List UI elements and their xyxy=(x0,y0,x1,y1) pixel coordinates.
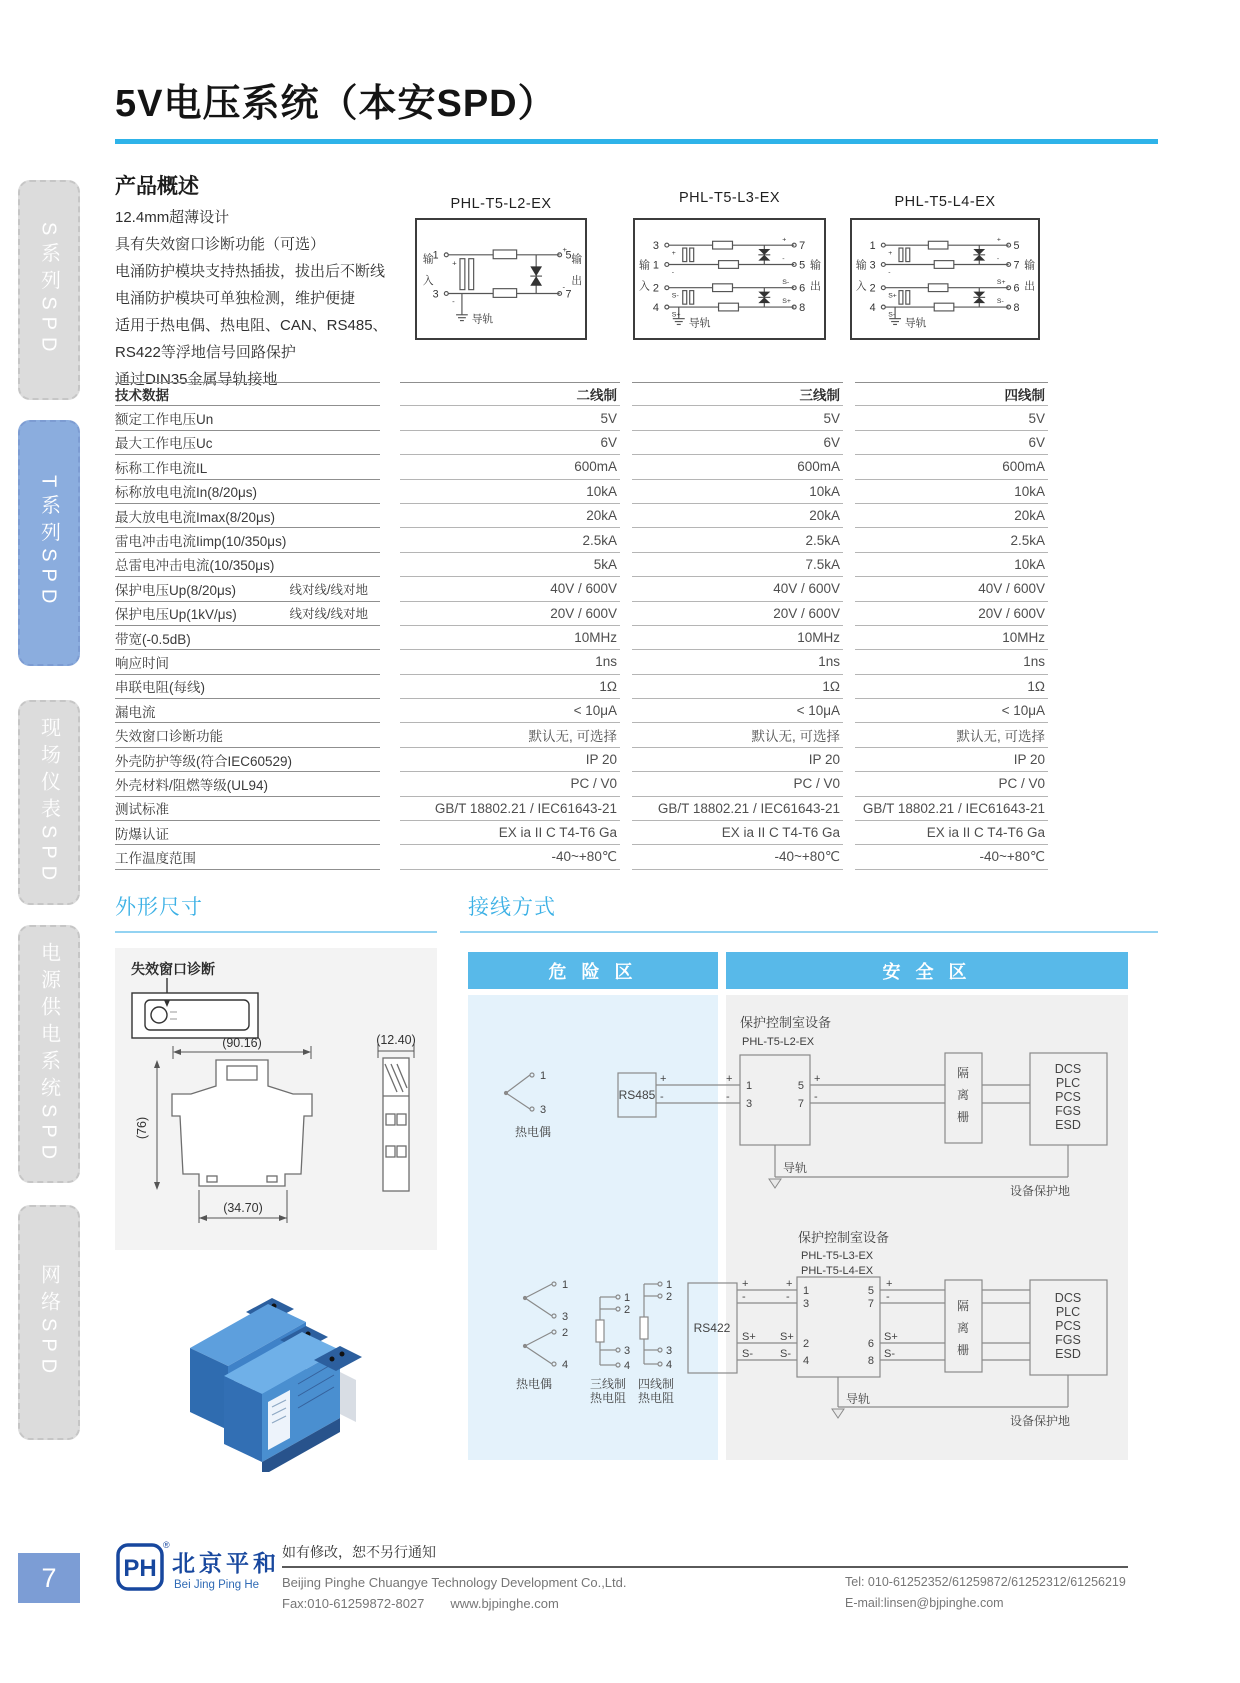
table-row xyxy=(115,577,1048,601)
terminal-num: 2 xyxy=(652,282,659,295)
spec-value: 6V xyxy=(400,431,620,455)
sidebar-item-label: 网络SPD xyxy=(37,1264,60,1381)
terminal-num: 7 xyxy=(565,288,572,301)
spec-label: 雷电冲击电流Iimp(10/350μs) xyxy=(115,534,287,550)
sign: + xyxy=(742,1278,749,1290)
spec-value: -40~+80℃ xyxy=(855,845,1048,869)
wiring-diagrams xyxy=(468,995,1128,1460)
table-row xyxy=(115,699,1048,723)
terminal-num: 2 xyxy=(869,282,876,295)
terminal-sign: - xyxy=(671,269,675,277)
sign: S+ xyxy=(742,1331,756,1343)
terminal-sign: - xyxy=(888,269,891,277)
sign: + xyxy=(886,1278,893,1290)
control-room-label: 保护控制室设备 xyxy=(740,1015,832,1030)
fax-website-line xyxy=(282,1596,585,1611)
terminal-sign: S+ xyxy=(671,311,681,319)
spd-terminal: 2 xyxy=(803,1338,810,1350)
dcs-line: ESD xyxy=(1055,1347,1081,1361)
spec-value: 10kA xyxy=(632,480,843,504)
sensor-terminal: 1 xyxy=(666,1279,673,1291)
table-row xyxy=(115,553,1048,577)
rtd3-label-2: 热电阻 xyxy=(589,1391,627,1405)
out-label-top: 输 xyxy=(571,253,583,266)
sensor-terminal: 3 xyxy=(540,1104,547,1116)
sign: + xyxy=(786,1278,793,1290)
rail-label: 导轨 xyxy=(471,313,494,326)
terminal-num: 7 xyxy=(1013,259,1020,272)
sensor-terminal: 1 xyxy=(540,1070,547,1082)
terminal-num: 4 xyxy=(869,301,876,314)
dcs-line: DCS xyxy=(1054,1291,1082,1305)
sensor-terminal: 2 xyxy=(562,1327,569,1339)
dimension-drawing-panel xyxy=(115,948,437,1250)
barrier-char: 隔 xyxy=(956,1066,970,1080)
spec-value: 10kA xyxy=(855,480,1048,504)
sign: S+ xyxy=(884,1331,898,1343)
dcs-line: FGS xyxy=(1055,1104,1081,1118)
dcs-line: FGS xyxy=(1055,1333,1081,1347)
rs422-label: RS422 xyxy=(693,1321,731,1335)
dim-width-label: (90.16) xyxy=(222,1036,262,1050)
spec-value: < 10μA xyxy=(400,699,620,723)
spd-terminal: 3 xyxy=(803,1298,810,1310)
logo-monogram: PH xyxy=(123,1555,157,1582)
table-row xyxy=(115,528,1048,552)
title-underline xyxy=(115,139,1158,144)
fax-number: Fax:010-61259872-8027 xyxy=(282,1596,425,1611)
spec-label: 外壳材料/阻燃等级(UL94) xyxy=(115,777,269,793)
dim-height-label: (76) xyxy=(135,1116,149,1140)
terminal-sign: S- xyxy=(782,278,790,286)
company-logo-cn: 北京平和 xyxy=(172,1551,280,1576)
page-number: 7 xyxy=(18,1553,80,1603)
table-row xyxy=(115,431,1048,455)
spec-label: 漏电流 xyxy=(115,704,156,720)
spd-terminal: 5 xyxy=(797,1080,804,1092)
table-row xyxy=(115,406,1048,430)
sidebar-item-field-instrument-spd[interactable] xyxy=(18,700,80,905)
dimensions-heading: 外形尺寸 xyxy=(115,896,203,919)
spec-label: 最大工作电压Uc xyxy=(115,436,213,452)
barrier-char: 离 xyxy=(956,1321,970,1335)
terminal-sign: S+ xyxy=(782,298,791,306)
sidebar-item-label: S系列SPD xyxy=(37,221,60,359)
terminal-num: 8 xyxy=(1013,301,1020,314)
barrier-char: 离 xyxy=(956,1088,970,1102)
table-row xyxy=(115,504,1048,528)
table-row xyxy=(115,675,1048,699)
terminal-num: 7 xyxy=(799,240,806,252)
in-label-bottom: 入 xyxy=(638,280,650,293)
spec-value: 1Ω xyxy=(400,675,620,699)
spec-value: IP 20 xyxy=(632,748,843,772)
terminal-sign: + xyxy=(452,258,457,268)
terminal-num: 6 xyxy=(799,282,806,295)
sensor-terminal: 1 xyxy=(624,1292,631,1304)
spec-value: 10MHz xyxy=(855,626,1048,650)
spec-label: 响应时间 xyxy=(115,655,169,671)
spec-value: 1ns xyxy=(400,650,620,674)
spec-value: 20kA xyxy=(855,504,1048,528)
spec-value: 10MHz xyxy=(632,626,843,650)
sign: - xyxy=(886,1291,890,1303)
col-header-4wire: 四线制 xyxy=(855,382,1048,406)
table-header-row xyxy=(115,382,1048,406)
spd-terminal: 1 xyxy=(746,1080,753,1092)
terminal-num: 1 xyxy=(869,240,876,252)
spec-value: GB/T 18802.21 / IEC61643-21 xyxy=(855,797,1048,821)
thermocouple-label: 热电偶 xyxy=(515,1125,552,1139)
sign: S+ xyxy=(780,1331,794,1343)
barrier-char: 栅 xyxy=(956,1343,970,1357)
spec-value: -40~+80℃ xyxy=(632,845,843,869)
spec-value: 40V / 600V xyxy=(400,577,620,601)
spec-value: 1Ω xyxy=(855,675,1048,699)
table-row xyxy=(115,748,1048,772)
col-header-2wire: 二线制 xyxy=(400,382,620,406)
feature-item: RS422等浮地信号回路保护 xyxy=(115,344,296,361)
spec-label: 带宽(-0.5dB) xyxy=(115,631,191,647)
spec-value: GB/T 18802.21 / IEC61643-21 xyxy=(400,797,620,821)
sign: + xyxy=(660,1073,667,1085)
spec-value: 2.5kA xyxy=(400,528,620,552)
terminal-num: 5 xyxy=(799,259,806,272)
spec-value: EX ia II C T4-T6 Ga xyxy=(632,821,843,845)
spd-terminal: 6 xyxy=(867,1338,874,1350)
model-label: PHL-T5-L4-EX xyxy=(801,1265,874,1277)
spec-value: EX ia II C T4-T6 Ga xyxy=(855,821,1048,845)
feature-list xyxy=(115,204,388,393)
sensor-terminal: 3 xyxy=(666,1345,673,1357)
rail-label: 导轨 xyxy=(904,317,927,330)
email-address: E-mail:linsen@bjpinghe.com xyxy=(845,1596,1004,1610)
spec-label: 外壳防护等级(符合IEC60529) xyxy=(115,753,293,769)
revision-note: 如有修改，恕不另行通知 xyxy=(282,1544,436,1560)
spec-value: IP 20 xyxy=(855,748,1048,772)
in-label-top: 输 xyxy=(855,259,867,272)
model-label: PHL-T5-L2-EX xyxy=(742,1036,815,1048)
thermocouple-label: 热电偶 xyxy=(515,1377,553,1391)
sidebar-item-t-series-spd[interactable] xyxy=(18,420,80,666)
spec-value: 1ns xyxy=(632,650,843,674)
model-label: PHL-T5-L3-EX xyxy=(801,1250,874,1262)
out-label-bottom: 出 xyxy=(571,274,583,287)
sensor-terminal: 3 xyxy=(624,1345,631,1357)
feature-item: 具有失效窗口诊断功能（可选） xyxy=(115,236,326,253)
sign: - xyxy=(742,1291,746,1303)
spec-label: 保护电压Up(1kV/μs) xyxy=(115,607,237,623)
dim-bottom-width-label: (34.70) xyxy=(223,1201,263,1215)
spec-table-title: 技术数据 xyxy=(115,388,169,404)
spec-label: 防爆认证 xyxy=(115,826,169,842)
terminal-sign: - xyxy=(452,297,455,307)
spec-value: 600mA xyxy=(855,455,1048,479)
table-row xyxy=(115,845,1048,869)
dimensions-underline xyxy=(115,931,437,933)
table-row xyxy=(115,821,1048,845)
terminal-num: 5 xyxy=(1013,240,1020,252)
col-header-3wire: 三线制 xyxy=(632,382,843,406)
spec-value: 5V xyxy=(632,406,843,430)
terminal-sign: S- xyxy=(888,311,896,319)
terminal-sign: - xyxy=(562,282,566,292)
dcs-line: ESD xyxy=(1055,1118,1081,1132)
table-row xyxy=(115,772,1048,796)
spec-value: 默认无, 可选择 xyxy=(632,723,843,747)
dcs-line: PCS xyxy=(1055,1090,1081,1104)
table-row xyxy=(115,602,1048,626)
rail-label: 导轨 xyxy=(688,317,711,330)
feature-item: 电涌防护模块支持热插拔，拔出后不断线 xyxy=(115,263,386,280)
feature-item: 电涌防护模块可单独检测，维护便捷 xyxy=(115,290,356,307)
terminal-num: 1 xyxy=(652,259,659,272)
page-title: 5V电压系统（本安SPD） xyxy=(115,83,557,125)
terminal-sign: + xyxy=(996,236,1001,244)
spec-label: 串联电阻(每线) xyxy=(115,680,205,696)
barrier-char: 隔 xyxy=(956,1299,970,1313)
sign: - xyxy=(786,1291,790,1303)
terminal-num: 4 xyxy=(652,302,659,314)
rail-label: 导轨 xyxy=(783,1161,808,1175)
spec-value: 6V xyxy=(855,431,1048,455)
spec-value: 40V / 600V xyxy=(632,577,843,601)
spec-value: -40~+80℃ xyxy=(400,845,620,869)
sensor-terminal: 4 xyxy=(562,1359,569,1371)
feature-item: 适用于热电偶、热电阻、CAN、RS485、 xyxy=(115,317,388,334)
wiring-underline xyxy=(460,931,1158,933)
spec-value: 10kA xyxy=(400,480,620,504)
spec-value: EX ia II C T4-T6 Ga xyxy=(400,821,620,845)
spec-label: 工作温度范围 xyxy=(115,851,196,867)
rtd4-label-2: 热电阻 xyxy=(637,1391,675,1405)
spec-value: GB/T 18802.21 / IEC61643-21 xyxy=(632,797,843,821)
dim-depth-label: (12.40) xyxy=(376,1033,416,1047)
terminal-num: 5 xyxy=(565,249,572,262)
terminal-sign: + xyxy=(888,249,893,257)
sign: - xyxy=(726,1091,730,1103)
company-name: Beijing Pinghe Chuangye Technology Development Co.,Ltd. xyxy=(282,1575,627,1590)
spec-value: 默认无, 可选择 xyxy=(855,723,1048,747)
zone-hazard-header: 危 险 区 xyxy=(468,952,718,989)
table-row xyxy=(115,650,1048,674)
spec-table xyxy=(115,382,1048,870)
spec-label: 保护电压Up(8/20μs) xyxy=(115,582,237,598)
spec-label: 总雷电冲击电流(10/350μs) xyxy=(115,558,275,574)
sensor-terminal: 2 xyxy=(624,1304,631,1316)
out-label-top: 输 xyxy=(1024,259,1036,272)
terminal-sign: S+ xyxy=(888,292,897,300)
spec-label: 最大放电电流Imax(8/20μs) xyxy=(115,509,276,525)
spec-value: 600mA xyxy=(400,455,620,479)
spec-value: 1ns xyxy=(855,650,1048,674)
sidebar-item-network-spd[interactable] xyxy=(18,1205,80,1440)
spec-value: 20V / 600V xyxy=(855,602,1048,626)
sign: S- xyxy=(884,1348,895,1360)
table-row xyxy=(115,455,1048,479)
sidebar-item-label: T系列SPD xyxy=(37,475,60,611)
control-room-label: 保护控制室设备 xyxy=(798,1230,890,1245)
dcs-line: DCS xyxy=(1054,1062,1082,1076)
footer-divider xyxy=(282,1566,1128,1568)
out-label-bottom: 出 xyxy=(810,280,822,293)
spec-value: 7.5kA xyxy=(632,553,843,577)
sidebar-item-label: 电源供电系统SPD xyxy=(37,941,60,1167)
spd-terminal: 3 xyxy=(746,1098,753,1110)
company-logo-en: Bei Jing Ping He xyxy=(174,1579,260,1591)
circuit-title-l2: PHL-T5-L2-EX xyxy=(450,196,552,212)
zone-safe-header: 安 全 区 xyxy=(726,952,1128,989)
terminal-num: 3 xyxy=(652,240,659,252)
spec-value: < 10μA xyxy=(632,699,843,723)
spec-value: 默认无, 可选择 xyxy=(400,723,620,747)
table-row xyxy=(115,723,1048,747)
sensor-terminal: 3 xyxy=(562,1311,569,1323)
spec-value: 2.5kA xyxy=(855,528,1048,552)
circuit-diagram-l4 xyxy=(850,218,1040,340)
terminal-num: 8 xyxy=(799,302,806,314)
terminal-sign: + xyxy=(671,249,676,257)
spec-label: 额定工作电压Un xyxy=(115,412,214,428)
tel-numbers: Tel: 010-61252352/61259872/61252312/61256219 xyxy=(845,1575,1126,1589)
terminal-num: 3 xyxy=(869,259,876,272)
spec-value: 5V xyxy=(855,406,1048,430)
table-row xyxy=(115,626,1048,650)
dcs-line: PLC xyxy=(1055,1076,1081,1090)
spec-value: 6V xyxy=(632,431,843,455)
table-row xyxy=(115,797,1048,821)
spec-value: 10MHz xyxy=(400,626,620,650)
in-label-bottom: 入 xyxy=(422,274,434,287)
spec-value: PC / V0 xyxy=(855,772,1048,796)
in-label-top: 输 xyxy=(422,253,434,266)
terminal-num: 6 xyxy=(1013,282,1020,295)
terminal-sign: S- xyxy=(996,298,1004,306)
spd-terminal: 7 xyxy=(867,1298,874,1310)
dcs-line: PCS xyxy=(1055,1319,1081,1333)
sidebar-item-label: 现场仪表SPD xyxy=(37,717,60,888)
terminal-sign: - xyxy=(782,255,785,263)
terminal-num: 1 xyxy=(432,249,439,262)
circuit-title-l4: PHL-T5-L4-EX xyxy=(894,194,996,210)
spec-value: 20kA xyxy=(632,504,843,528)
product-photo xyxy=(150,1262,430,1472)
spec-value: < 10μA xyxy=(855,699,1048,723)
spec-value: 600mA xyxy=(632,455,843,479)
feature-item: 通过DIN35金属导轨接地 xyxy=(115,371,278,388)
spec-sublabel: 线对线/线对地 xyxy=(289,582,368,597)
sign: S- xyxy=(742,1348,753,1360)
sign: S- xyxy=(780,1348,791,1360)
spec-value: 40V / 600V xyxy=(855,577,1048,601)
spec-value: PC / V0 xyxy=(400,772,620,796)
spec-value: 5V xyxy=(400,406,620,430)
spec-label: 失效窗口诊断功能 xyxy=(115,729,223,745)
overview-heading: 产品概述 xyxy=(115,175,199,198)
protective-ground-label: 设备保护地 xyxy=(1009,1184,1071,1198)
spec-value: 20V / 600V xyxy=(632,602,843,626)
rail-label: 导轨 xyxy=(846,1392,871,1406)
sensor-terminal: 1 xyxy=(562,1279,569,1291)
spec-value: 2.5kA xyxy=(632,528,843,552)
wiring-heading: 接线方式 xyxy=(468,896,556,919)
circuit-title-l3: PHL-T5-L3-EX xyxy=(678,190,781,206)
spd-terminal: 7 xyxy=(797,1098,804,1110)
rs485-label: RS485 xyxy=(618,1088,656,1102)
in-label-top: 输 xyxy=(638,259,650,272)
spd-terminal: 8 xyxy=(867,1355,874,1367)
sign: + xyxy=(726,1073,733,1085)
circuit-diagram-l3 xyxy=(633,218,826,340)
spec-value: 20kA xyxy=(400,504,620,528)
terminal-num: 3 xyxy=(432,288,439,301)
sign: + xyxy=(814,1073,821,1085)
sidebar-item-power-supply-spd[interactable] xyxy=(18,925,80,1183)
spec-value: IP 20 xyxy=(400,748,620,772)
terminal-sign: + xyxy=(562,244,568,254)
terminal-sign: S+ xyxy=(996,278,1006,286)
spec-label: 标称放电电流In(8/20μs) xyxy=(115,485,258,501)
spd-terminal: 5 xyxy=(867,1285,874,1297)
sensor-terminal: 2 xyxy=(666,1291,673,1303)
website-url: www.bjpinghe.com xyxy=(450,1596,559,1611)
spec-value: 10kA xyxy=(855,553,1048,577)
spec-sublabel: 线对线/线对地 xyxy=(289,607,368,622)
terminal-sign: S- xyxy=(671,292,679,300)
spec-value: PC / V0 xyxy=(632,772,843,796)
rtd4-label-1: 四线制 xyxy=(637,1377,675,1391)
company-logo-icon xyxy=(116,1543,164,1591)
spec-label: 测试标准 xyxy=(115,802,169,818)
sensor-terminal: 4 xyxy=(666,1359,673,1371)
spd-terminal: 4 xyxy=(803,1355,810,1367)
protective-ground-label: 设备保护地 xyxy=(1009,1414,1071,1428)
sidebar-item-s-series-spd[interactable] xyxy=(18,180,80,400)
barrier-char: 栅 xyxy=(956,1110,970,1124)
terminal-sign: - xyxy=(996,255,1000,263)
table-row xyxy=(115,480,1048,504)
feature-item: 12.4mm超薄设计 xyxy=(115,209,230,226)
spec-value: 5kA xyxy=(400,553,620,577)
circuit-diagram-l2 xyxy=(415,218,587,340)
sign: - xyxy=(660,1091,664,1103)
out-label-top: 输 xyxy=(810,259,822,272)
rtd3-label-1: 三线制 xyxy=(589,1377,627,1391)
spd-terminal: 1 xyxy=(803,1285,810,1297)
sensor-terminal: 4 xyxy=(624,1360,631,1372)
registered-mark: ® xyxy=(163,1540,170,1550)
failure-window-label: 失效窗口诊断 xyxy=(131,961,215,977)
out-label-bottom: 出 xyxy=(1024,280,1036,293)
spec-value: 20V / 600V xyxy=(400,602,620,626)
sign: - xyxy=(814,1091,818,1103)
spec-value: 1Ω xyxy=(632,675,843,699)
dcs-line: PLC xyxy=(1055,1305,1081,1319)
terminal-sign: + xyxy=(782,236,787,244)
spec-label: 标称工作电流IL xyxy=(115,460,208,476)
in-label-bottom: 入 xyxy=(855,280,867,293)
